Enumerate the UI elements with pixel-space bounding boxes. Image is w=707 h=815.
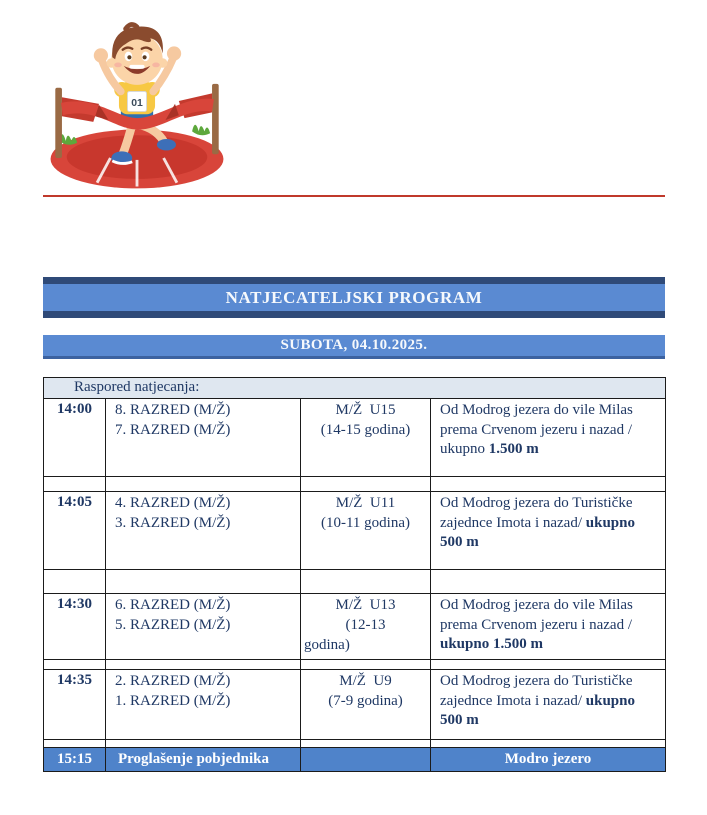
date-title: SUBOTA, 04.10.2025. bbox=[280, 337, 428, 353]
date-banner bbox=[43, 335, 665, 359]
table-header-row bbox=[44, 378, 666, 399]
spacer-cell bbox=[44, 477, 106, 492]
schedule-row-1405 bbox=[44, 492, 666, 570]
category-line: M/Ž U11 bbox=[335, 495, 396, 511]
route-distance: 1.500 m bbox=[488, 441, 539, 457]
time-cell: 14:05 bbox=[44, 492, 106, 570]
spacer-cell bbox=[431, 477, 666, 492]
table-header-label: Raspored natjecanja: bbox=[44, 378, 666, 399]
route-distance: ukupno 500 m bbox=[440, 692, 635, 728]
spacer-row bbox=[44, 740, 666, 748]
spacer-cell bbox=[44, 740, 106, 748]
route-cell bbox=[431, 492, 666, 570]
group-line: 1. RAZRED (M/Ž) bbox=[115, 692, 231, 709]
spacer-cell bbox=[431, 570, 666, 594]
category-line: (12-13 bbox=[345, 616, 386, 633]
category-line: M/Ž U9 bbox=[339, 673, 392, 689]
group-cell bbox=[106, 492, 301, 570]
final-time-cell: 15:15 bbox=[44, 748, 106, 772]
group-line: 8. RAZRED (M/Ž) bbox=[115, 402, 231, 418]
spacer-cell bbox=[301, 660, 431, 670]
program-title-banner bbox=[43, 277, 665, 318]
schedule-row-1435 bbox=[44, 670, 666, 740]
spacer-cell bbox=[44, 660, 106, 670]
category-cell bbox=[301, 492, 431, 570]
route-distance: ukupno 500 m bbox=[440, 514, 635, 550]
category-line: M/Ž U13 bbox=[335, 597, 396, 613]
group-cell bbox=[106, 399, 301, 477]
finish-line-illustration bbox=[42, 6, 232, 201]
route-cell bbox=[431, 670, 666, 740]
group-line: 2. RAZRED (M/Ž) bbox=[115, 673, 231, 689]
category-cell bbox=[301, 670, 431, 740]
route-distance: ukupno 1.500 m bbox=[440, 636, 543, 652]
spacer-cell bbox=[106, 477, 301, 492]
route-text: Od Modrog jezera do vile Milas prema Crvenom jezeru i nazad / bbox=[440, 597, 633, 633]
route-text: Od Modrog jezera do vile Milas prema Crvenom jezeru i nazad / ukupno bbox=[440, 402, 633, 457]
category-cell bbox=[301, 399, 431, 477]
schedule-row-1430 bbox=[44, 594, 666, 660]
spacer-cell bbox=[106, 660, 301, 670]
route-cell bbox=[431, 594, 666, 660]
group-line: 6. RAZRED (M/Ž) bbox=[115, 597, 231, 613]
spacer-cell bbox=[106, 740, 301, 748]
spacer-cell bbox=[431, 740, 666, 748]
category-line: (14-15 godina) bbox=[320, 421, 411, 438]
time-cell: 14:35 bbox=[44, 670, 106, 740]
spacer-row bbox=[44, 660, 666, 670]
route-text: Od Modrog jezera do Turističke zajednce Imota i nazad/ bbox=[440, 495, 633, 531]
program-title: NATJECATELJSKI PROGRAM bbox=[225, 287, 483, 307]
final-empty-cell bbox=[301, 748, 431, 772]
runner-boy-illustration bbox=[42, 6, 232, 196]
spacer-row bbox=[44, 570, 666, 594]
spacer-cell bbox=[44, 570, 106, 594]
spacer-cell bbox=[301, 740, 431, 748]
red-divider-line bbox=[43, 195, 665, 197]
spacer-cell bbox=[106, 570, 301, 594]
time-cell: 14:00 bbox=[44, 399, 106, 477]
schedule-table bbox=[43, 377, 666, 772]
category-line: M/Ž U15 bbox=[335, 402, 396, 418]
spacer-row bbox=[44, 477, 666, 492]
schedule-row-1400 bbox=[44, 399, 666, 477]
spacer-cell bbox=[301, 477, 431, 492]
category-cell bbox=[301, 594, 431, 660]
category-line: godina) bbox=[304, 636, 350, 653]
route-cell bbox=[431, 399, 666, 477]
spacer-cell bbox=[431, 660, 666, 670]
group-line: 3. RAZRED (M/Ž) bbox=[115, 514, 231, 531]
group-line: 4. RAZRED (M/Ž) bbox=[115, 495, 231, 511]
winner-announcement-row bbox=[44, 748, 666, 772]
group-cell bbox=[106, 594, 301, 660]
category-line: (10-11 godina) bbox=[320, 514, 410, 531]
time-cell: 14:30 bbox=[44, 594, 106, 660]
route-text: Od Modrog jezera do Turističke zajednce Imota i nazad/ bbox=[440, 673, 633, 709]
final-label-cell: Proglašenje pobjednika bbox=[106, 748, 301, 772]
category-line: (7-9 godina) bbox=[328, 692, 403, 709]
spacer-cell bbox=[301, 570, 431, 594]
group-cell bbox=[106, 670, 301, 740]
final-location-cell: Modro jezero bbox=[431, 748, 666, 772]
group-line: 7. RAZRED (M/Ž) bbox=[115, 421, 231, 438]
group-line: 5. RAZRED (M/Ž) bbox=[115, 616, 231, 633]
bib-number: 01 bbox=[131, 97, 143, 109]
